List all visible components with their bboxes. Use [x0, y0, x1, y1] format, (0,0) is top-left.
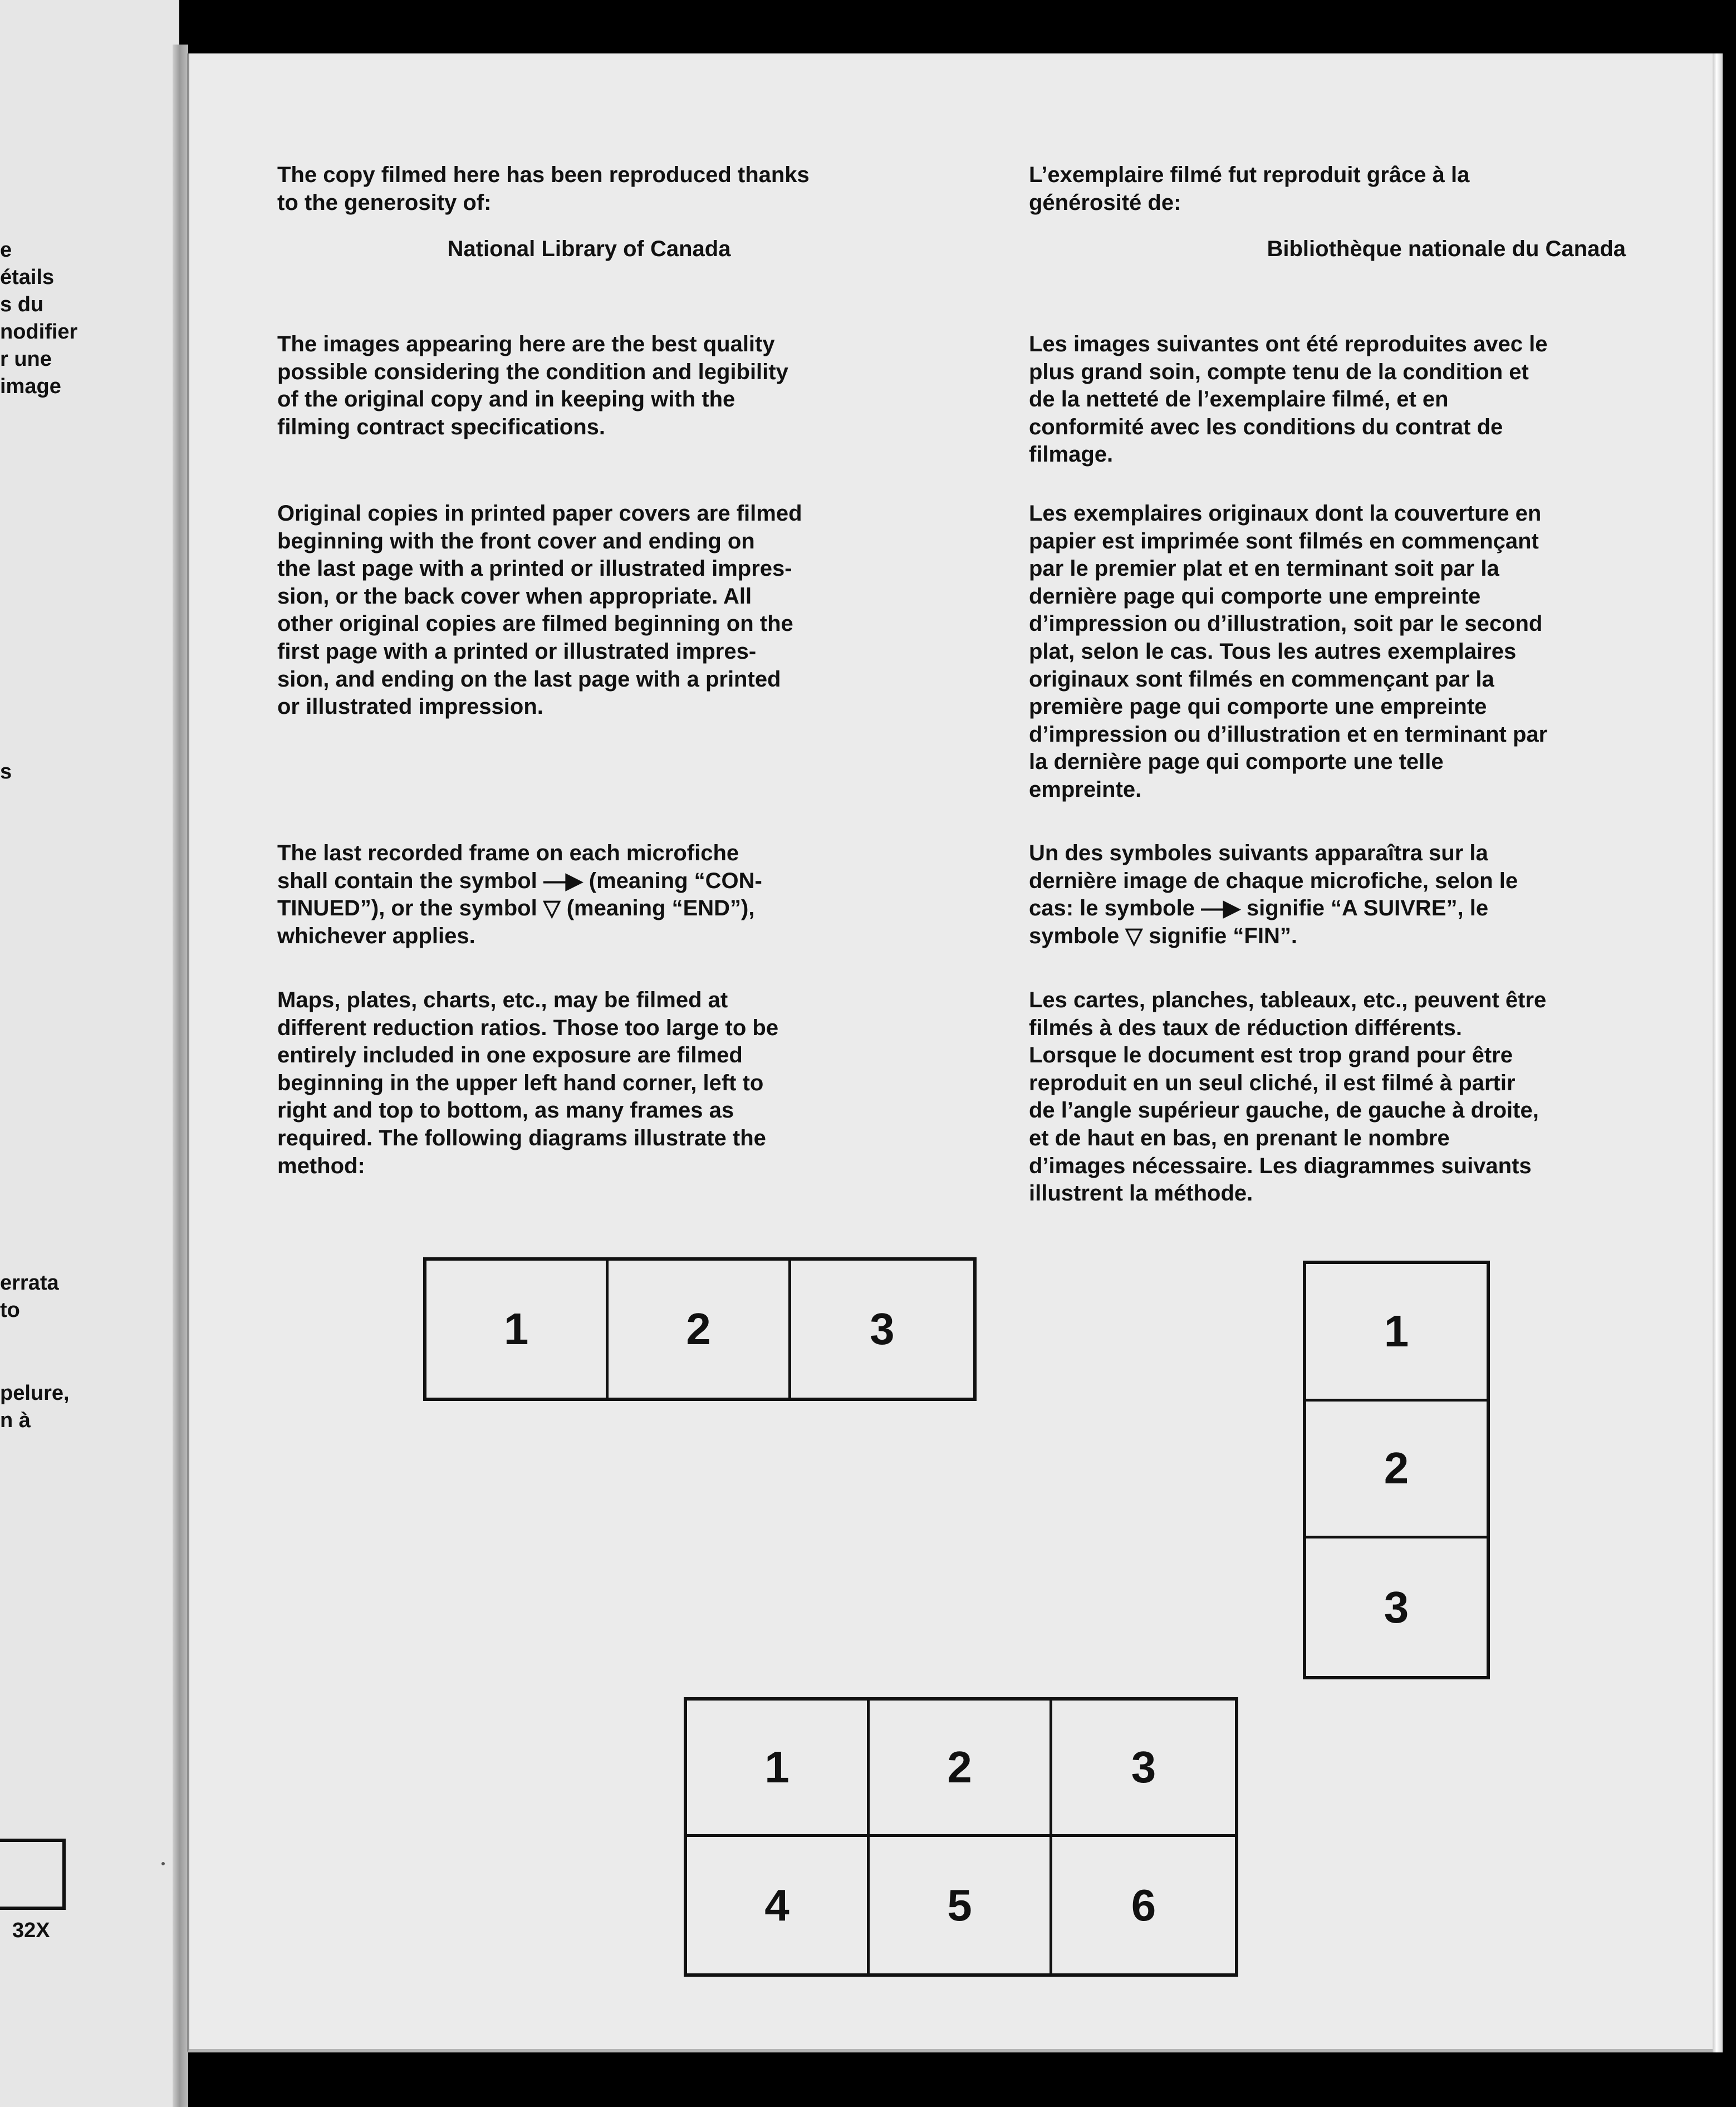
- previous-page-fragment: [0, 0, 179, 2107]
- left-fragment-text: e: [0, 238, 12, 262]
- reduction-label: 32X: [12, 1919, 50, 1942]
- frame-cell: 1: [426, 1261, 609, 1398]
- english-maps: Maps, plates, charts, etc., may be filmed at different reduction ratios. Those too large to be entirely included in one exposure are filmed beginning in the upper left hand corner, left to right and top to bottom, as many frames as required. The following diagrams illustrate the method:: [277, 988, 779, 1178]
- english-symbols-wrap: [277, 840, 901, 950]
- french-column: [1029, 161, 1630, 217]
- left-fragment-text: r une: [0, 347, 52, 371]
- page-edge: [1713, 53, 1723, 2052]
- english-symbols: The last recorded frame on each microfiche shall contain the symbol —▶ (meaning “CON- TINUED”), or the symbol ▽ (meaning “END”), whichever applies.: [277, 841, 762, 948]
- french-symbols-wrap: [1029, 840, 1630, 950]
- frame-cell: 1: [687, 1701, 870, 1837]
- frame-cell: 2: [1306, 1402, 1487, 1539]
- reduction-target-box: [0, 1839, 66, 1910]
- french-maps: Les cartes, planches, tableaux, etc., peuvent être filmés à des taux de réduction différents. Lorsque le document est trop grand pour être reproduit en un seul cliché, il est filmé à partir de l’angle supérieur gauche, de gauche à droite, et de haut en bas, en prenant le nombre d’images nécessaire. Les diagrammes suivants illustrent la méthode.: [1029, 988, 1547, 1206]
- left-fragment-text: s du: [0, 293, 44, 316]
- left-fragment-text: étails: [0, 266, 55, 289]
- french-institution-wrap: [1029, 236, 1626, 263]
- french-originals: Les exemplaires originaux dont la couverture en papier est imprimée sont filmés en commençant par le premier plat et en terminant soit par la dernière page qui comporte une empreinte d’impression ou d’illustration, soit par le second plat, selon le cas. Tous les autres exemplaires originaux sont filmés en commençant par la première page qui comporte une empreinte d’impression ou d’illustration et en terminant par la dernière page qui comporte une telle empreinte.: [1029, 501, 1548, 802]
- english-institution-wrap: [277, 236, 901, 263]
- frame-cell: 3: [1052, 1701, 1235, 1837]
- vertical-frames-diagram: [1303, 1261, 1490, 1679]
- dust-speck: [161, 1862, 165, 1865]
- english-thanks: The copy filmed here has been reproduced thanks to the generosity of:: [277, 163, 810, 215]
- french-institution: Bibliothèque nationale du Canada: [1267, 237, 1626, 261]
- left-fragment-text: nodifier: [0, 320, 78, 344]
- french-symbols: Un des symboles suivants apparaîtra sur la dernière image de chaque microfiche, selon le cas: le symbole —▶ signifie “A SUIVRE”, le symbole ▽ signifie “FIN”.: [1029, 841, 1518, 948]
- left-fragment-text: n à: [0, 1409, 31, 1432]
- horizontal-frames-diagram: [423, 1257, 977, 1401]
- english-institution: National Library of Canada: [447, 237, 731, 261]
- english-maps-wrap: [277, 987, 901, 1180]
- english-quality: The images appearing here are the best quality possible considering the condition and legibility of the original copy and in keeping with the filming contract specifications.: [277, 332, 788, 439]
- french-quality-wrap: [1029, 331, 1630, 469]
- french-maps-wrap: [1029, 987, 1630, 1208]
- french-originals-wrap: [1029, 500, 1630, 804]
- left-fragment-text: errata: [0, 1271, 59, 1295]
- english-column: [277, 161, 901, 217]
- french-quality: Les images suivantes ont été reproduites avec le plus grand soin, compte tenu de la condition et de la netteté de l’exemplaire filmé, et en conformité avec les conditions du contrat de filmage.: [1029, 332, 1548, 467]
- frame-cell: 1: [1306, 1264, 1487, 1402]
- frame-cell: 2: [609, 1261, 791, 1398]
- english-originals: Original copies in printed paper covers are filmed beginning with the front cover and ending on the last page with a printed or illustrated impres- sion, or the back cover when appropriate. All other original copies are filmed beginning on the first page with a printed or illustrated impres- sion, and ending on the last page with a printed or illustrated impression.: [277, 501, 802, 719]
- frame-cell: 4: [687, 1837, 870, 1973]
- grid-frames-diagram: [684, 1697, 1238, 1977]
- frame-cell: 6: [1131, 1880, 1156, 1930]
- frame-cell: 2: [870, 1701, 1052, 1837]
- frame-cell: 3: [1384, 1582, 1409, 1632]
- english-quality-wrap: [277, 331, 901, 441]
- left-fragment-text: image: [0, 375, 61, 398]
- english-originals-wrap: [277, 500, 901, 721]
- frame-cell: 5: [870, 1837, 1052, 1973]
- left-fragment-text: s: [0, 760, 12, 783]
- left-fragment-text: pelure,: [0, 1381, 70, 1405]
- frame-cell: 3: [870, 1304, 895, 1354]
- left-fragment-text: to: [0, 1298, 20, 1322]
- page-gutter: [173, 45, 188, 2107]
- french-thanks: L’exemplaire filmé fut reproduit grâce à la générosité de:: [1029, 163, 1470, 215]
